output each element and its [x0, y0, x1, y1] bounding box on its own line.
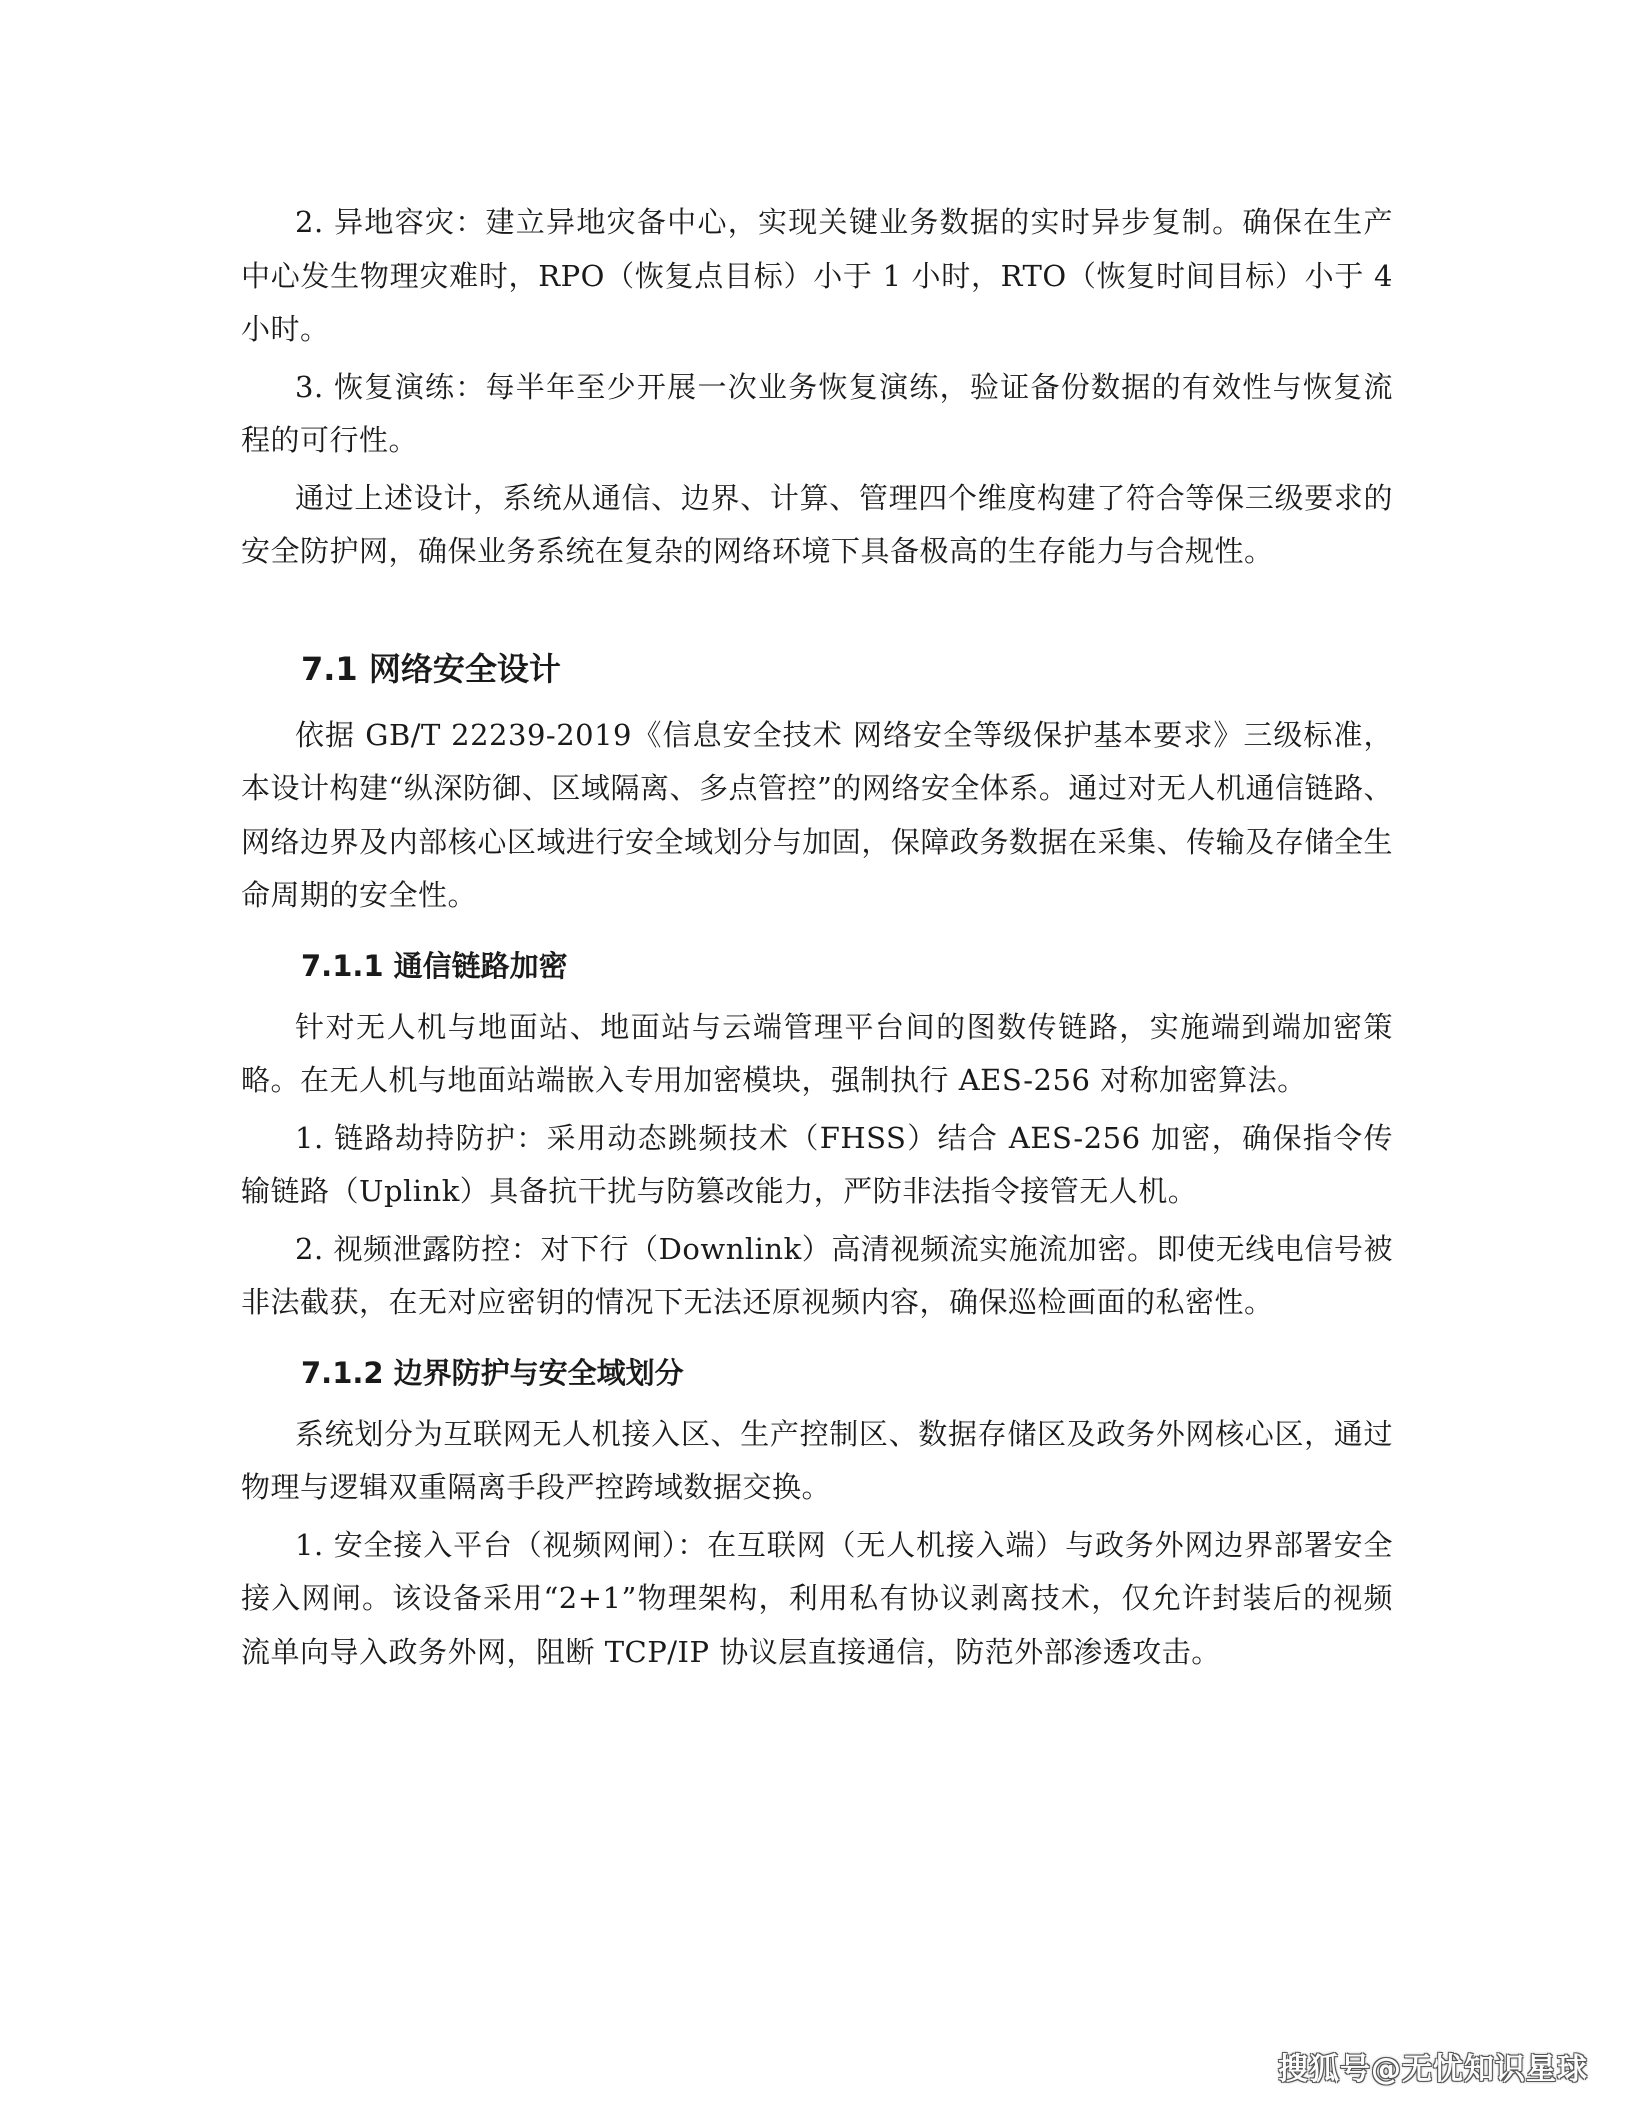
section-heading-7-1-1: 7.1.1 通信链路加密 — [301, 948, 568, 983]
paragraph: 通过上述设计，系统从通信、边界、计算、管理四个维度构建了符合等保三级要求的安全防护网，确保业务系统在复杂的网络环境下具备极高的生存能力与合规性。 — [241, 480, 1393, 568]
watermark: 搜狐号@无忧知识星球 — [1278, 2052, 1588, 2087]
paragraph: 2. 视频泄露防控：对下行（Downlink）高清视频流实施流加密。即使无线电信号被非法截获，在无对应密钥的情况下无法还原视频内容，确保巡检画面的私密性。 — [241, 1231, 1393, 1319]
section-heading-7-1: 7.1 网络安全设计 — [301, 649, 561, 688]
paragraph: 2. 异地容灾：建立异地灾备中心，实现关键业务数据的实时异步复制。确保在生产中心发生物理灾难时，RPO（恢复点目标）小于 1 小时，RTO（恢复时间目标）小于 4 小时。 — [241, 205, 1393, 346]
paragraph: 1. 链路劫持防护：采用动态跳频技术（FHSS）结合 AES-256 加密，确保指令传输链路（Uplink）具备抗干扰与防篡改能力，严防非法指令接管无人机。 — [241, 1120, 1393, 1208]
paragraph: 1. 安全接入平台（视频网闸）：在互联网（无人机接入端）与政务外网边界部署安全接入网闸。该设备采用“2+1”物理架构，利用私有协议剥离技术，仅允许封装后的视频流单向导入政务外网，阻断 TCP/IP 协议层直接通信，防范外部渗透攻击。 — [241, 1527, 1393, 1669]
section-heading-7-1-2: 7.1.2 边界防护与安全域划分 — [301, 1355, 684, 1390]
paragraph: 针对无人机与地面站、地面站与云端管理平台间的图数传链路，实施端到端加密策略。在无人机与地面站端嵌入专用加密模块，强制执行 AES-256 对称加密算法。 — [241, 1009, 1393, 1097]
paragraph: 3. 恢复演练：每半年至少开展一次业务恢复演练，验证备份数据的有效性与恢复流程的可行性。 — [241, 369, 1393, 457]
paragraph: 依据 GB/T 22239-2019《信息安全技术 网络安全等级保护基本要求》三级标准，本设计构建“纵深防御、区域隔离、多点管控”的网络安全体系。通过对无人机通信链路、网络边界及内部核心区域进行安全域划分与加固，保障政务数据在采集、传输及存储全生命周期的安全性。 — [241, 717, 1393, 912]
document-body — [241, 196, 1393, 1679]
paragraph: 系统划分为互联网无人机接入区、生产控制区、数据存储区及政务外网核心区，通过物理与逻辑双重隔离手段严控跨域数据交换。 — [241, 1416, 1393, 1504]
